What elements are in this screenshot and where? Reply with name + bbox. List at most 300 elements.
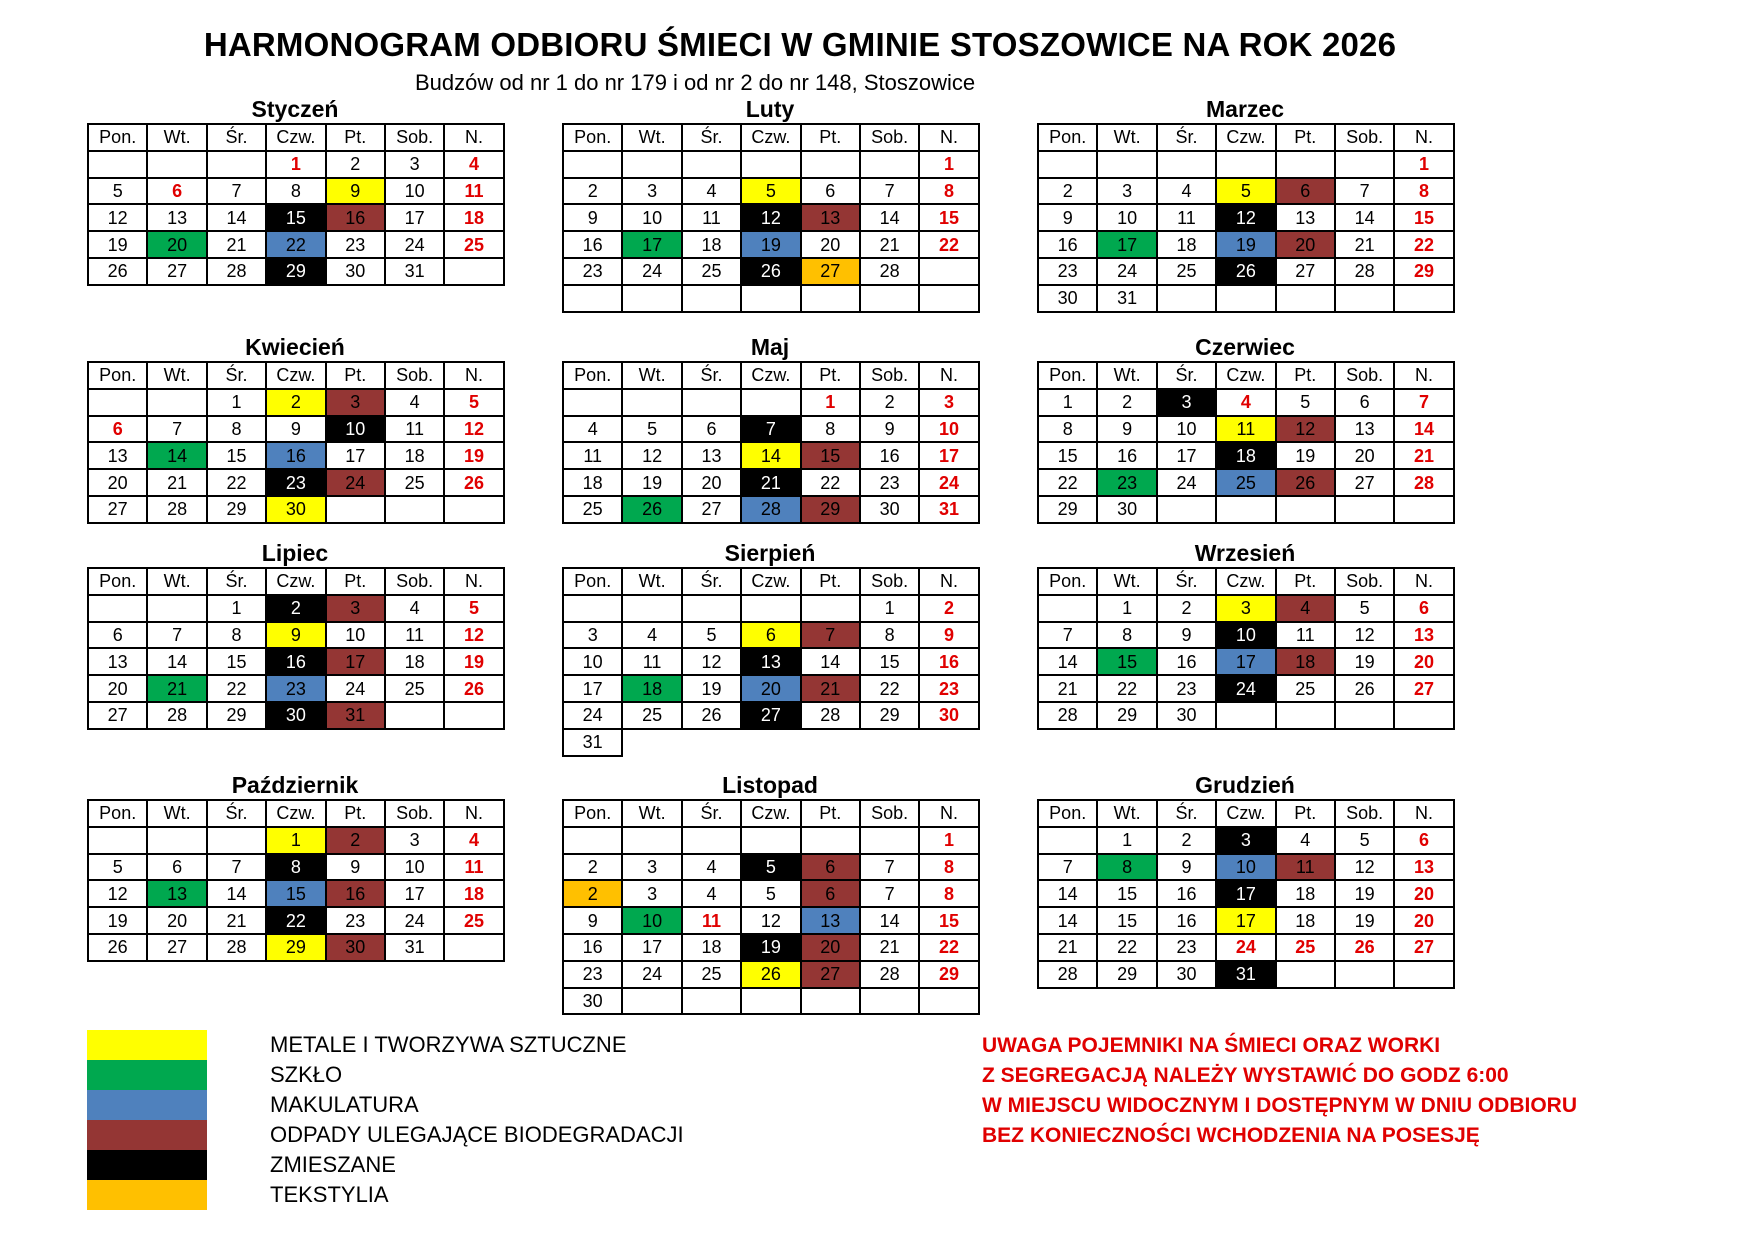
- day-cell: 19: [1216, 231, 1275, 258]
- month-name: Sierpień: [724, 540, 816, 566]
- day-cell: 19: [444, 442, 503, 469]
- blank-cell: [801, 729, 860, 756]
- week-row: [88, 389, 504, 416]
- day-cell: 5: [88, 178, 147, 205]
- day-cell: 28: [860, 961, 919, 988]
- weekday-label: N.: [444, 800, 503, 827]
- day-cell: 11: [1216, 416, 1275, 443]
- week-row: [88, 622, 504, 649]
- week-row: [88, 702, 504, 729]
- weekday-label: Śr.: [682, 362, 741, 389]
- day-cell: 23: [563, 961, 622, 988]
- day-cell: 30: [1038, 285, 1097, 312]
- day-cell: 17: [385, 880, 444, 907]
- weekday-label: Wt.: [1097, 800, 1156, 827]
- weekday-label: Czw.: [1216, 124, 1275, 151]
- empty-day-cell: [860, 827, 919, 854]
- legend-swatch: [87, 1060, 207, 1090]
- weekday-label: Sob.: [1335, 568, 1394, 595]
- day-cell: 13: [147, 204, 206, 231]
- week-row: [563, 827, 979, 854]
- weekday-label: Pt.: [326, 568, 385, 595]
- weekday-label: Czw.: [266, 568, 325, 595]
- weekday-header: [88, 362, 504, 389]
- day-cell: 5: [741, 178, 800, 205]
- day-cell: 9: [266, 416, 325, 443]
- empty-day-cell: [1157, 151, 1216, 178]
- empty-day-cell: [1038, 151, 1097, 178]
- week-row: [1038, 496, 1454, 523]
- day-cell: 1: [919, 151, 978, 178]
- month-calendar: [562, 334, 978, 524]
- day-cell: 16: [266, 648, 325, 675]
- weekday-label: Pon.: [563, 362, 622, 389]
- legend-swatch: [87, 1120, 207, 1150]
- day-cell: 3: [563, 622, 622, 649]
- weekday-label: Czw.: [741, 568, 800, 595]
- weekday-label: Czw.: [741, 800, 800, 827]
- day-cell: 24: [1216, 675, 1275, 702]
- day-cell: 1: [266, 151, 325, 178]
- week-row: [1038, 469, 1454, 496]
- day-cell: 4: [1276, 595, 1335, 622]
- weekday-label: Pt.: [1276, 124, 1335, 151]
- day-cell: 11: [563, 442, 622, 469]
- empty-day-cell: [622, 827, 681, 854]
- week-row: [88, 258, 504, 285]
- day-cell: 25: [444, 907, 503, 934]
- day-cell: 7: [1038, 854, 1097, 881]
- day-cell: 11: [444, 178, 503, 205]
- weekday-label: Śr.: [682, 124, 741, 151]
- day-cell: 4: [1157, 178, 1216, 205]
- day-cell: 2: [1157, 827, 1216, 854]
- day-cell: 11: [682, 204, 741, 231]
- day-cell: 26: [682, 702, 741, 729]
- day-cell: 30: [1097, 496, 1156, 523]
- week-row: [563, 880, 979, 907]
- day-cell: 29: [919, 961, 978, 988]
- day-cell: 11: [385, 622, 444, 649]
- day-cell: 15: [919, 907, 978, 934]
- day-cell: 26: [1216, 258, 1275, 285]
- empty-day-cell: [444, 496, 503, 523]
- empty-day-cell: [88, 827, 147, 854]
- day-cell: 22: [266, 907, 325, 934]
- weekday-label: Wt.: [1097, 362, 1156, 389]
- day-cell: 21: [1038, 675, 1097, 702]
- day-cell: 12: [1335, 854, 1394, 881]
- week-row: [88, 648, 504, 675]
- day-cell: 18: [444, 204, 503, 231]
- day-cell: 11: [682, 907, 741, 934]
- weekday-label: Pt.: [326, 124, 385, 151]
- weekday-header: [563, 800, 979, 827]
- day-cell: 4: [682, 854, 741, 881]
- day-cell: 24: [326, 675, 385, 702]
- empty-day-cell: [1276, 151, 1335, 178]
- day-cell: 14: [860, 907, 919, 934]
- empty-day-cell: [207, 827, 266, 854]
- empty-day-cell: [741, 389, 800, 416]
- empty-day-cell: [1335, 961, 1394, 988]
- day-cell: 12: [1216, 204, 1275, 231]
- week-row: [1038, 675, 1454, 702]
- day-cell: 4: [1276, 827, 1335, 854]
- empty-day-cell: [385, 702, 444, 729]
- day-cell: 13: [682, 442, 741, 469]
- legend-swatch: [87, 1090, 207, 1120]
- day-cell: 2: [563, 178, 622, 205]
- week-row: [1038, 595, 1454, 622]
- day-cell: 4: [1216, 389, 1275, 416]
- day-cell: 11: [1157, 204, 1216, 231]
- collection-notice: [982, 1031, 1577, 1151]
- day-cell: 9: [563, 907, 622, 934]
- month-name: Listopad: [722, 772, 818, 798]
- day-cell: 9: [860, 416, 919, 443]
- weekday-header: [88, 800, 504, 827]
- empty-day-cell: [1276, 285, 1335, 312]
- day-cell: 13: [147, 880, 206, 907]
- weekday-header: [563, 568, 979, 595]
- empty-day-cell: [88, 595, 147, 622]
- day-cell: 4: [563, 416, 622, 443]
- empty-day-cell: [1157, 496, 1216, 523]
- day-cell: 9: [266, 622, 325, 649]
- weekday-label: Pt.: [801, 124, 860, 151]
- empty-day-cell: [801, 151, 860, 178]
- day-cell: 1: [1097, 595, 1156, 622]
- day-cell: 16: [1157, 648, 1216, 675]
- week-row: [1038, 416, 1454, 443]
- month-table: [562, 123, 980, 313]
- week-row: [1038, 151, 1454, 178]
- day-cell: 14: [860, 204, 919, 231]
- month-table: [87, 567, 505, 730]
- day-cell: 21: [1038, 934, 1097, 961]
- empty-day-cell: [207, 151, 266, 178]
- weekday-header: [1038, 568, 1454, 595]
- weekday-label: Pt.: [1276, 800, 1335, 827]
- day-cell: 31: [1097, 285, 1156, 312]
- month-table: [1037, 361, 1455, 524]
- day-cell: 13: [88, 648, 147, 675]
- weekday-label: Wt.: [1097, 124, 1156, 151]
- day-cell: 6: [682, 416, 741, 443]
- day-cell: 25: [385, 675, 444, 702]
- empty-day-cell: [622, 595, 681, 622]
- day-cell: 29: [207, 702, 266, 729]
- legend-label: MAKULATURA: [270, 1092, 419, 1117]
- day-cell: 15: [1394, 204, 1453, 231]
- day-cell: 23: [1038, 258, 1097, 285]
- day-cell: 27: [1276, 258, 1335, 285]
- month-name: Marzec: [1206, 96, 1284, 122]
- day-cell: 23: [266, 469, 325, 496]
- day-cell: 17: [1216, 880, 1275, 907]
- day-cell: 16: [1038, 231, 1097, 258]
- empty-day-cell: [563, 151, 622, 178]
- day-cell: 29: [1097, 961, 1156, 988]
- day-cell: 10: [622, 907, 681, 934]
- empty-day-cell: [682, 151, 741, 178]
- empty-day-cell: [1335, 285, 1394, 312]
- week-row: [88, 442, 504, 469]
- weekday-label: Wt.: [622, 800, 681, 827]
- day-cell: 12: [444, 416, 503, 443]
- weekday-label: Czw.: [1216, 800, 1275, 827]
- weekday-label: Sob.: [1335, 362, 1394, 389]
- day-cell: 30: [1157, 961, 1216, 988]
- weekday-label: Wt.: [622, 568, 681, 595]
- day-cell: 31: [385, 258, 444, 285]
- day-cell: 4: [622, 622, 681, 649]
- page-title: HARMONOGRAM ODBIORU ŚMIECI W GMINIE STOSZOWICE NA ROK 2026: [203, 26, 1397, 63]
- day-cell: 18: [444, 880, 503, 907]
- day-cell: 3: [919, 389, 978, 416]
- day-cell: 12: [741, 204, 800, 231]
- empty-day-cell: [1276, 961, 1335, 988]
- day-cell: 14: [801, 648, 860, 675]
- weekday-label: Pt.: [1276, 362, 1335, 389]
- day-cell: 6: [1394, 827, 1453, 854]
- day-cell: 19: [1276, 442, 1335, 469]
- day-cell: 28: [741, 496, 800, 523]
- day-cell: 21: [147, 469, 206, 496]
- empty-day-cell: [801, 595, 860, 622]
- empty-day-cell: [1216, 496, 1275, 523]
- day-cell: 10: [326, 622, 385, 649]
- empty-day-cell: [682, 389, 741, 416]
- week-row: [563, 648, 979, 675]
- day-cell: 8: [919, 178, 978, 205]
- day-cell: 15: [207, 442, 266, 469]
- empty-day-cell: [1276, 702, 1335, 729]
- day-cell: 4: [385, 389, 444, 416]
- week-row: [563, 178, 979, 205]
- day-cell: 4: [682, 178, 741, 205]
- weekday-label: Sob.: [860, 568, 919, 595]
- day-cell: 13: [1394, 622, 1453, 649]
- day-cell: 8: [919, 880, 978, 907]
- weekday-label: Wt.: [147, 124, 206, 151]
- day-cell: 27: [741, 702, 800, 729]
- empty-day-cell: [147, 827, 206, 854]
- empty-day-cell: [1394, 961, 1453, 988]
- day-cell: 2: [1157, 595, 1216, 622]
- day-cell: 19: [1335, 648, 1394, 675]
- day-cell: 21: [1394, 442, 1453, 469]
- day-cell: 27: [801, 258, 860, 285]
- weekday-header: [563, 362, 979, 389]
- week-row: [563, 729, 979, 756]
- day-cell: 29: [1038, 496, 1097, 523]
- day-cell: 28: [1038, 702, 1097, 729]
- day-cell: 15: [1038, 442, 1097, 469]
- empty-day-cell: [741, 595, 800, 622]
- day-cell: 13: [1335, 416, 1394, 443]
- empty-day-cell: [563, 595, 622, 622]
- month-calendar: [1037, 96, 1453, 313]
- day-cell: 5: [1335, 595, 1394, 622]
- weekday-label: Wt.: [147, 362, 206, 389]
- day-cell: 14: [1038, 907, 1097, 934]
- day-cell: 25: [1276, 675, 1335, 702]
- weekday-label: Pon.: [1038, 362, 1097, 389]
- day-cell: 22: [1097, 675, 1156, 702]
- day-cell: 2: [860, 389, 919, 416]
- week-row: [563, 258, 979, 285]
- day-cell: 7: [1394, 389, 1453, 416]
- weekday-label: Pon.: [88, 568, 147, 595]
- empty-day-cell: [801, 285, 860, 312]
- day-cell: 17: [1097, 231, 1156, 258]
- day-cell: 6: [1276, 178, 1335, 205]
- day-cell: 24: [622, 961, 681, 988]
- day-cell: 28: [207, 258, 266, 285]
- day-cell: 17: [1157, 442, 1216, 469]
- day-cell: 28: [207, 934, 266, 961]
- day-cell: 16: [326, 880, 385, 907]
- empty-day-cell: [741, 285, 800, 312]
- day-cell: 10: [1216, 854, 1275, 881]
- day-cell: 29: [801, 496, 860, 523]
- week-row: [1038, 702, 1454, 729]
- day-cell: 14: [147, 648, 206, 675]
- weekday-label: N.: [1394, 568, 1453, 595]
- day-cell: 24: [326, 469, 385, 496]
- week-row: [88, 416, 504, 443]
- week-row: [88, 231, 504, 258]
- day-cell: 23: [1157, 934, 1216, 961]
- day-cell: 18: [385, 648, 444, 675]
- day-cell: 23: [266, 675, 325, 702]
- weekday-label: Sob.: [860, 800, 919, 827]
- day-cell: 20: [741, 675, 800, 702]
- day-cell: 5: [1276, 389, 1335, 416]
- week-row: [88, 854, 504, 881]
- day-cell: 10: [385, 178, 444, 205]
- day-cell: 30: [919, 702, 978, 729]
- day-cell: 3: [326, 389, 385, 416]
- empty-day-cell: [1038, 595, 1097, 622]
- day-cell: 6: [147, 854, 206, 881]
- day-cell: 8: [207, 416, 266, 443]
- day-cell: 3: [326, 595, 385, 622]
- day-cell: 23: [860, 469, 919, 496]
- day-cell: 17: [1216, 648, 1275, 675]
- day-cell: 16: [919, 648, 978, 675]
- day-cell: 27: [1394, 675, 1453, 702]
- weekday-label: Czw.: [1216, 362, 1275, 389]
- empty-day-cell: [1394, 496, 1453, 523]
- day-cell: 6: [1394, 595, 1453, 622]
- day-cell: 29: [1097, 702, 1156, 729]
- day-cell: 7: [801, 622, 860, 649]
- weekday-label: Pt.: [326, 800, 385, 827]
- weekday-label: Czw.: [266, 124, 325, 151]
- empty-day-cell: [919, 285, 978, 312]
- day-cell: 8: [1097, 854, 1156, 881]
- empty-day-cell: [622, 389, 681, 416]
- weekday-label: Wt.: [147, 800, 206, 827]
- week-row: [563, 496, 979, 523]
- day-cell: 7: [207, 854, 266, 881]
- day-cell: 2: [266, 389, 325, 416]
- day-cell: 10: [919, 416, 978, 443]
- empty-day-cell: [147, 389, 206, 416]
- day-cell: 10: [1216, 622, 1275, 649]
- day-cell: 25: [1216, 469, 1275, 496]
- empty-day-cell: [1394, 702, 1453, 729]
- day-cell: 8: [266, 178, 325, 205]
- weekday-label: Czw.: [741, 362, 800, 389]
- weekday-header: [563, 124, 979, 151]
- day-cell: 26: [1335, 675, 1394, 702]
- weekday-label: Pt.: [1276, 568, 1335, 595]
- day-cell: 19: [682, 675, 741, 702]
- month-name: Kwiecień: [245, 334, 345, 360]
- day-cell: 31: [563, 729, 622, 756]
- day-cell: 14: [741, 442, 800, 469]
- week-row: [1038, 934, 1454, 961]
- empty-day-cell: [444, 258, 503, 285]
- weekday-label: N.: [444, 124, 503, 151]
- day-cell: 5: [444, 389, 503, 416]
- day-cell: 5: [682, 622, 741, 649]
- day-cell: 22: [1038, 469, 1097, 496]
- weekday-label: Pon.: [1038, 800, 1097, 827]
- day-cell: 17: [622, 231, 681, 258]
- day-cell: 8: [1394, 178, 1453, 205]
- day-cell: 14: [207, 204, 266, 231]
- empty-day-cell: [741, 151, 800, 178]
- day-cell: 25: [1276, 934, 1335, 961]
- weekday-label: Pt.: [801, 362, 860, 389]
- day-cell: 22: [919, 231, 978, 258]
- day-cell: 5: [1216, 178, 1275, 205]
- day-cell: 24: [563, 702, 622, 729]
- weekday-label: Sob.: [385, 568, 444, 595]
- empty-day-cell: [444, 702, 503, 729]
- day-cell: 16: [266, 442, 325, 469]
- week-row: [1038, 854, 1454, 881]
- weekday-label: Pon.: [1038, 568, 1097, 595]
- legend-label: ODPADY ULEGAJĄCE BIODEGRADACJI: [270, 1122, 684, 1147]
- week-row: [563, 595, 979, 622]
- day-cell: 16: [563, 934, 622, 961]
- day-cell: 27: [682, 496, 741, 523]
- legend-label: ZMIESZANE: [270, 1152, 396, 1177]
- day-cell: 18: [682, 934, 741, 961]
- day-cell: 6: [147, 178, 206, 205]
- day-cell: 9: [563, 204, 622, 231]
- day-cell: 20: [1394, 907, 1453, 934]
- day-cell: 12: [682, 648, 741, 675]
- week-row: [88, 496, 504, 523]
- week-row: [1038, 907, 1454, 934]
- legend-swatch: [87, 1030, 207, 1060]
- day-cell: 21: [801, 675, 860, 702]
- day-cell: 5: [1335, 827, 1394, 854]
- day-cell: 6: [741, 622, 800, 649]
- week-row: [88, 595, 504, 622]
- weekday-label: Śr.: [1157, 362, 1216, 389]
- month-table: [1037, 567, 1455, 730]
- weekday-label: N.: [919, 124, 978, 151]
- day-cell: 15: [266, 880, 325, 907]
